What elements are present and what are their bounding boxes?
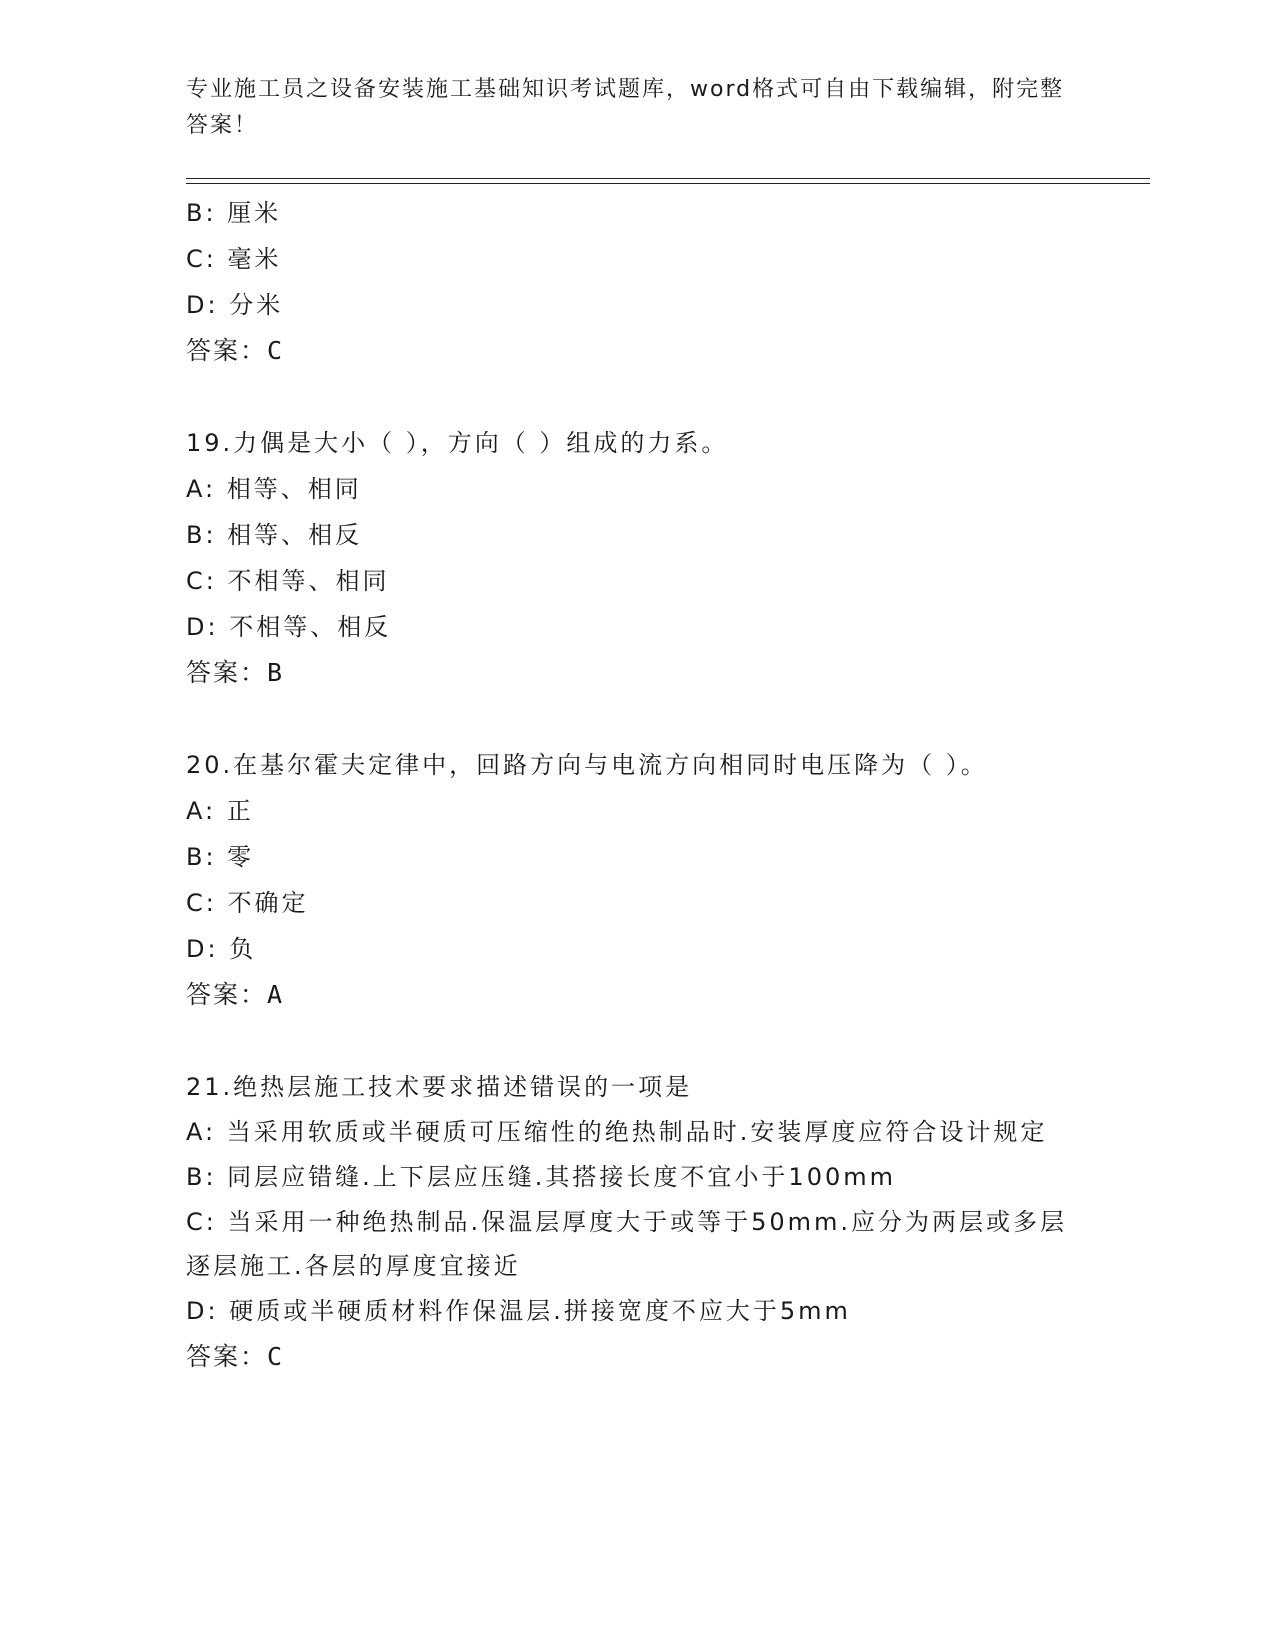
option-c: C: 不确定 — [186, 889, 309, 917]
answer: 答案：B — [186, 658, 285, 687]
answer: 答案：C — [186, 336, 285, 365]
option-d: D: 分米 — [186, 291, 284, 319]
option-b: B: 厘米 — [186, 199, 282, 227]
question-text: 19.力偶是大小（ ），方向（ ）组成的力系。 — [186, 429, 729, 457]
header-rule-top — [186, 178, 1150, 179]
option-b: B: 相等、相反 — [186, 521, 363, 549]
option-b: B: 零 — [186, 843, 255, 871]
header-rule-bottom — [186, 183, 1150, 184]
option-c: C: 当采用一种绝热制品.保温层厚度大于或等于50mm.应分为两层或多层逐层施工.各层的厚度宜接近 — [186, 1208, 1068, 1280]
question-text: 21.绝热层施工技术要求描述错误的一项是 — [186, 1073, 693, 1101]
question-21 — [186, 1064, 1086, 1380]
option-c: C: 毫米 — [186, 245, 282, 273]
question-text: 20.在基尔霍夫定律中，回路方向与电流方向相同时电压降为（ ）。 — [186, 751, 988, 779]
option-a: A: 正 — [186, 797, 254, 825]
spacer — [186, 374, 1086, 420]
answer: 答案：C — [186, 1342, 285, 1371]
question-19 — [186, 420, 1086, 696]
option-d: D: 不相等、相反 — [186, 613, 392, 641]
question-20 — [186, 742, 1086, 1018]
option-b: B: 同层应错缝.上下层应压缝.其搭接长度不宜小于100mm — [186, 1163, 897, 1191]
spacer — [186, 1018, 1086, 1064]
option-d: D: 硬质或半硬质材料作保温层.拼接宽度不应大于5mm — [186, 1297, 851, 1325]
page-header: 专业施工员之设备安装施工基础知识考试题库，word格式可自由下载编辑，附完整答案！ — [186, 77, 1065, 138]
option-d: D: 负 — [186, 935, 257, 963]
answer: 答案：A — [186, 980, 285, 1009]
option-a: A: 相等、相同 — [186, 475, 362, 503]
option-a: A: 当采用软质或半硬质可压缩性的绝热制品时.安装厚度应符合设计规定 — [186, 1118, 1048, 1146]
question-18-continued — [186, 190, 1086, 374]
question-list — [186, 190, 1086, 1380]
spacer — [186, 696, 1086, 742]
option-c: C: 不相等、相同 — [186, 567, 390, 595]
